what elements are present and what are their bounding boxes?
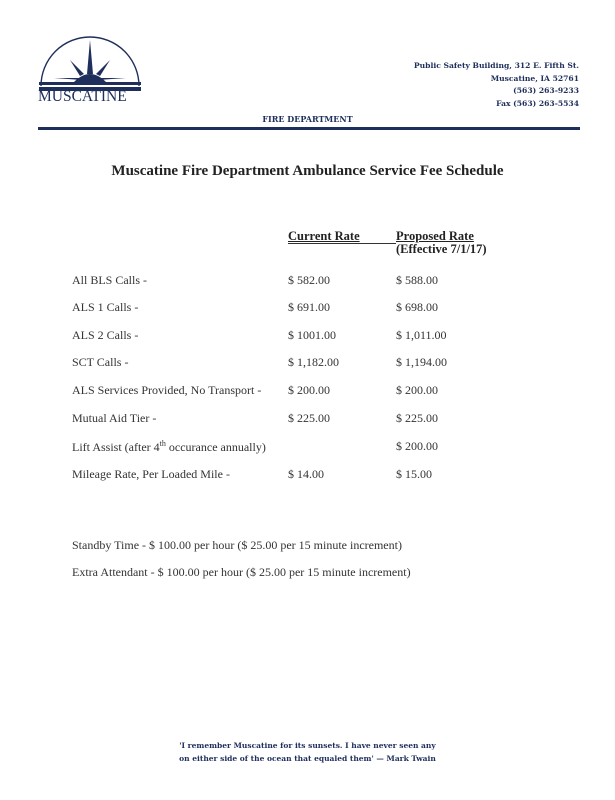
fax: Fax (563) 263-5534 bbox=[496, 98, 579, 108]
fee-label bbox=[72, 439, 266, 455]
proposed-rate: $ 588.00 bbox=[396, 273, 438, 287]
current-rate: $ 14.00 bbox=[288, 467, 324, 481]
header-underline bbox=[288, 243, 396, 244]
address-line: Public Safety Building, 312 E. Fifth St. bbox=[413, 61, 579, 70]
proposed-rate: $ 200.00 bbox=[396, 439, 438, 453]
header-rule bbox=[38, 127, 580, 130]
fee-label: All BLS Calls - bbox=[72, 273, 148, 287]
fee-label: ALS 1 Calls - bbox=[72, 300, 139, 314]
proposed-rate: $ 225.00 bbox=[396, 411, 438, 425]
extra-attendant-note: Extra Attendant - $ 100.00 per hour ($ 25.00 per 15 minute increment) bbox=[72, 565, 411, 579]
address-block bbox=[414, 60, 579, 110]
current-rate: $ 1,182.00 bbox=[288, 355, 339, 369]
fee-label-text: occurance annually) bbox=[165, 440, 266, 454]
phone: (563) 263-9233 bbox=[513, 86, 579, 95]
quote-line: on either side of the ocean that equaled them' — Mark Twain bbox=[179, 753, 436, 763]
fee-label-text: Lift Assist (after 4 bbox=[72, 440, 160, 454]
current-rate: $ 582.00 bbox=[288, 273, 330, 287]
proposed-effective-date: (Effective 7/1/17) bbox=[396, 242, 487, 256]
fee-label: ALS 2 Calls - bbox=[72, 328, 139, 342]
standby-time-note: Standby Time - $ 100.00 per hour ($ 25.00 per 15 minute increment) bbox=[72, 538, 402, 552]
department-name: FIRE DEPARTMENT bbox=[262, 114, 353, 124]
footer-quote bbox=[0, 740, 615, 765]
fee-label: Mutual Aid Tier - bbox=[72, 411, 157, 425]
proposed-rate: $ 1,194.00 bbox=[396, 355, 447, 369]
fee-label: Mileage Rate, Per Loaded Mile - bbox=[72, 467, 230, 481]
address-city: Muscatine, IA 52761 bbox=[490, 73, 579, 83]
current-rate: $ 225.00 bbox=[288, 411, 330, 425]
proposed-rate: $ 1,011.00 bbox=[396, 328, 447, 342]
proposed-rate: $ 698.00 bbox=[396, 300, 438, 314]
logo-wordmark: MUSCATINE bbox=[38, 88, 127, 105]
document-title: Muscatine Fire Department Ambulance Service Fee Schedule bbox=[111, 163, 504, 179]
proposed-rate-header: Proposed Rate bbox=[396, 229, 474, 243]
current-rate: $ 691.00 bbox=[288, 300, 330, 314]
fee-label: SCT Calls - bbox=[72, 355, 129, 369]
proposed-rate: $ 15.00 bbox=[396, 467, 432, 481]
current-rate-header: Current Rate bbox=[288, 229, 360, 243]
current-rate: $ 200.00 bbox=[288, 383, 330, 397]
fee-label: ALS Services Provided, No Transport - bbox=[72, 383, 262, 397]
current-rate: $ 1001.00 bbox=[288, 328, 336, 342]
proposed-rate: $ 200.00 bbox=[396, 383, 438, 397]
muscatine-logo bbox=[38, 36, 142, 106]
quote-line: 'I remember Muscatine for its sunsets. I have never seen any bbox=[179, 741, 436, 750]
ordinal-suffix: th bbox=[159, 439, 166, 448]
